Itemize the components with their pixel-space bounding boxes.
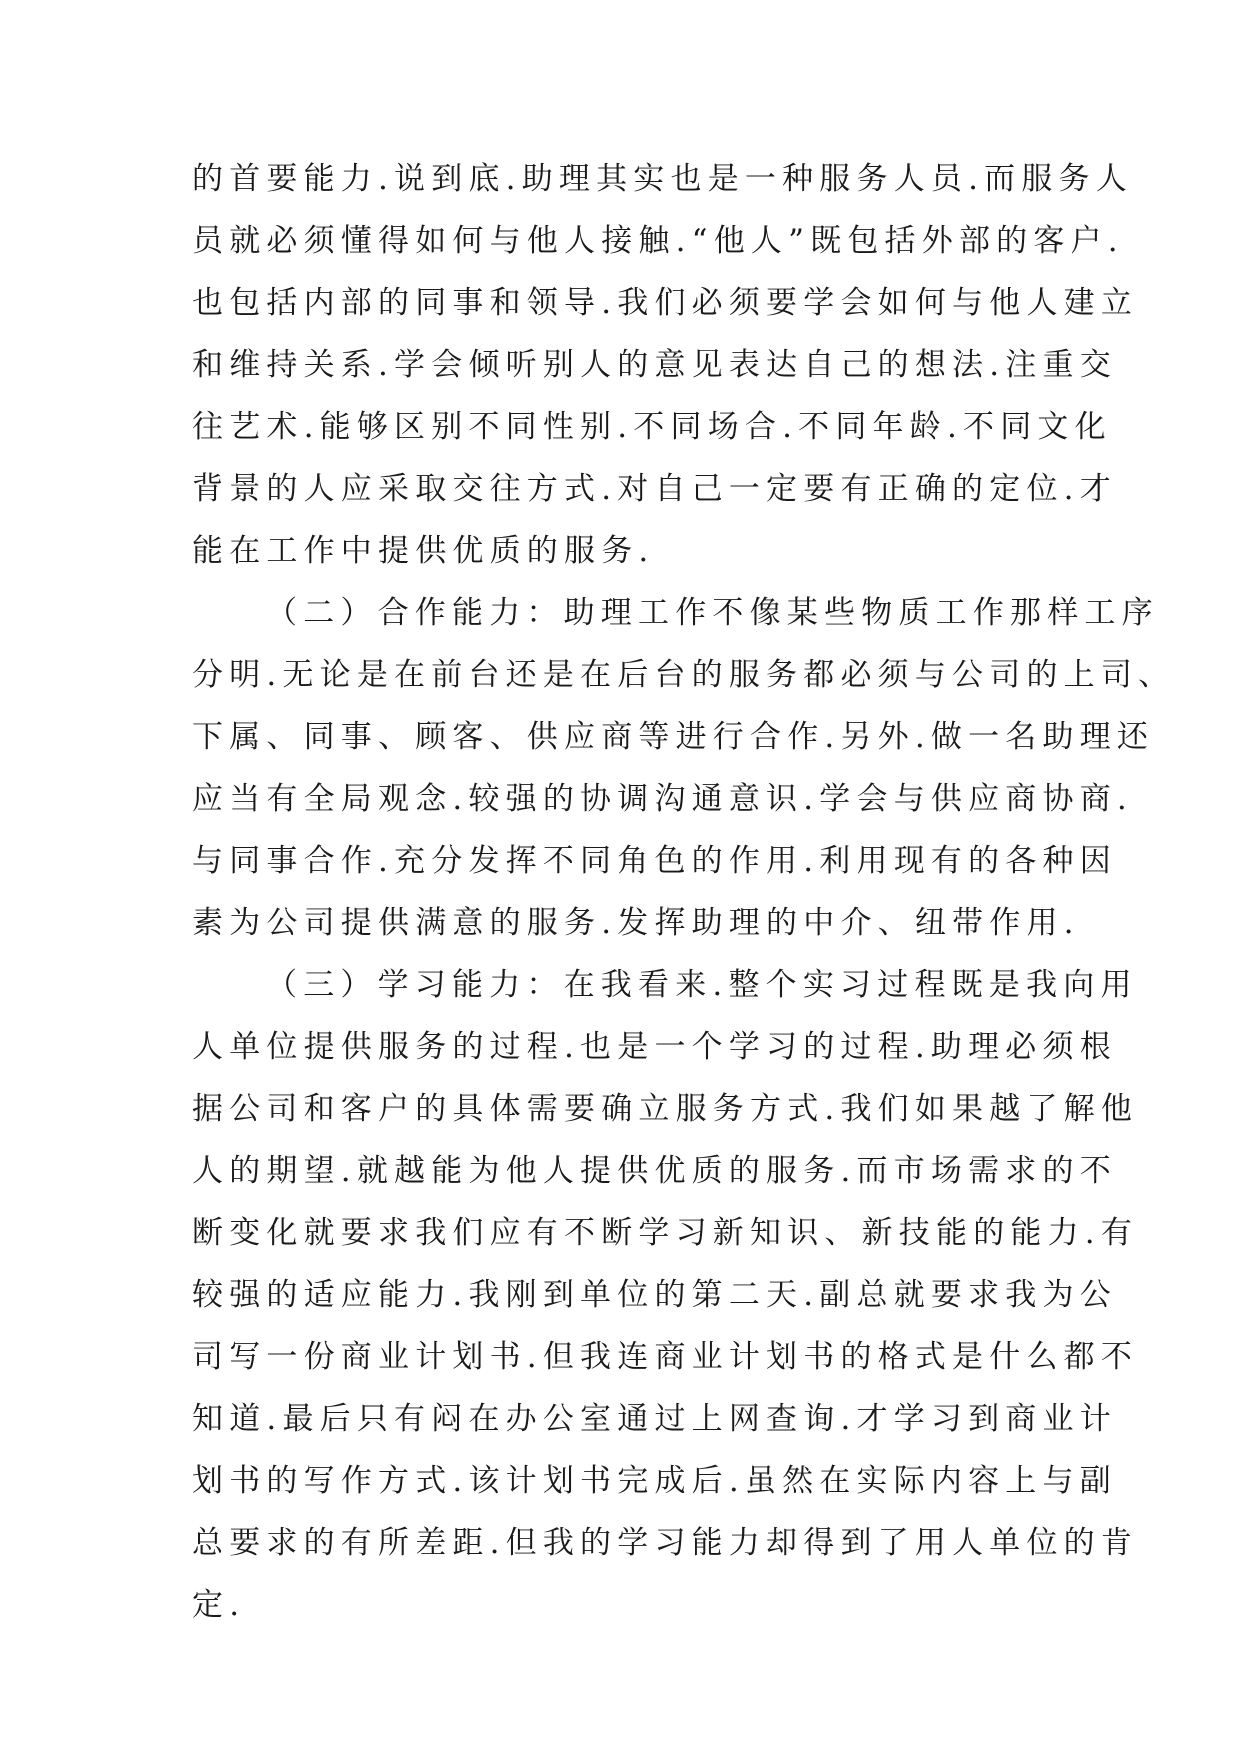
text-line: 定. — [192, 1587, 246, 1623]
document-page — [192, 148, 1176, 1636]
text-line: 分明.无论是在前台还是在后台的服务都必须与公司的上司、 — [192, 657, 1176, 693]
text-line: 下属、同事、顾客、供应商等进行合作.另外.做一名助理还 — [192, 719, 1155, 755]
paragraph-learning-ability — [192, 954, 1139, 1636]
text-line: （二）合作能力：助理工作不像某些物质工作那样工序 — [266, 595, 1159, 631]
text-line: 断变化就要求我们应有不断学习新知识、新技能的能力.有 — [192, 1215, 1139, 1251]
text-line: 的首要能力.说到底.助理其实也是一种服务人员.而服务人 — [192, 161, 1133, 197]
text-line: 总要求的有所差距.但我的学习能力却得到了用人单位的肯 — [192, 1525, 1139, 1561]
text-line: 素为公司提供满意的服务.发挥助理的中介、纽带作用. — [192, 905, 1080, 941]
paragraph-cooperation-ability — [192, 582, 1176, 954]
text-line: （三）学习能力：在我看来.整个实习过程既是我向用 — [266, 967, 1138, 1003]
text-line: 人单位提供服务的过程.也是一个学习的过程.助理必须根 — [192, 1029, 1117, 1065]
text-line: 与同事合作.充分发挥不同角色的作用.利用现有的各种因 — [192, 843, 1117, 879]
text-line: 背景的人应采取交往方式.对自己一定要有正确的定位.才 — [192, 471, 1117, 507]
text-line: 应当有全局观念.较强的协调沟通意识.学会与供应商协商. — [192, 781, 1133, 817]
text-line: 司写一份商业计划书.但我连商业计划书的格式是什么都不 — [192, 1339, 1139, 1375]
text-line: 较强的适应能力.我刚到单位的第二天.副总就要求我为公 — [192, 1277, 1117, 1313]
text-line: 往艺术.能够区别不同性别.不同场合.不同年龄.不同文化 — [192, 409, 1112, 445]
text-line: 和维持关系.学会倾听别人的意见表达自己的想法.注重交 — [192, 347, 1117, 383]
text-line: 人的期望.就越能为他人提供优质的服务.而市场需求的不 — [192, 1153, 1117, 1189]
text-line: 能在工作中提供优质的服务. — [192, 533, 655, 569]
text-line: 知道.最后只有闷在办公室通过上网查询.才学习到商业计 — [192, 1401, 1117, 1437]
text-line: 员就必须懂得如何与他人接触.“他人”既包括外部的客户. — [192, 223, 1124, 259]
text-line: 据公司和客户的具体需要确立服务方式.我们如果越了解他 — [192, 1091, 1139, 1127]
paragraph-service-ability — [192, 148, 1139, 582]
text-line: 也包括内部的同事和领导.我们必须要学会如何与他人建立 — [192, 285, 1139, 321]
text-line: 划书的写作方式.该计划书完成后.虽然在实际内容上与副 — [192, 1463, 1117, 1499]
